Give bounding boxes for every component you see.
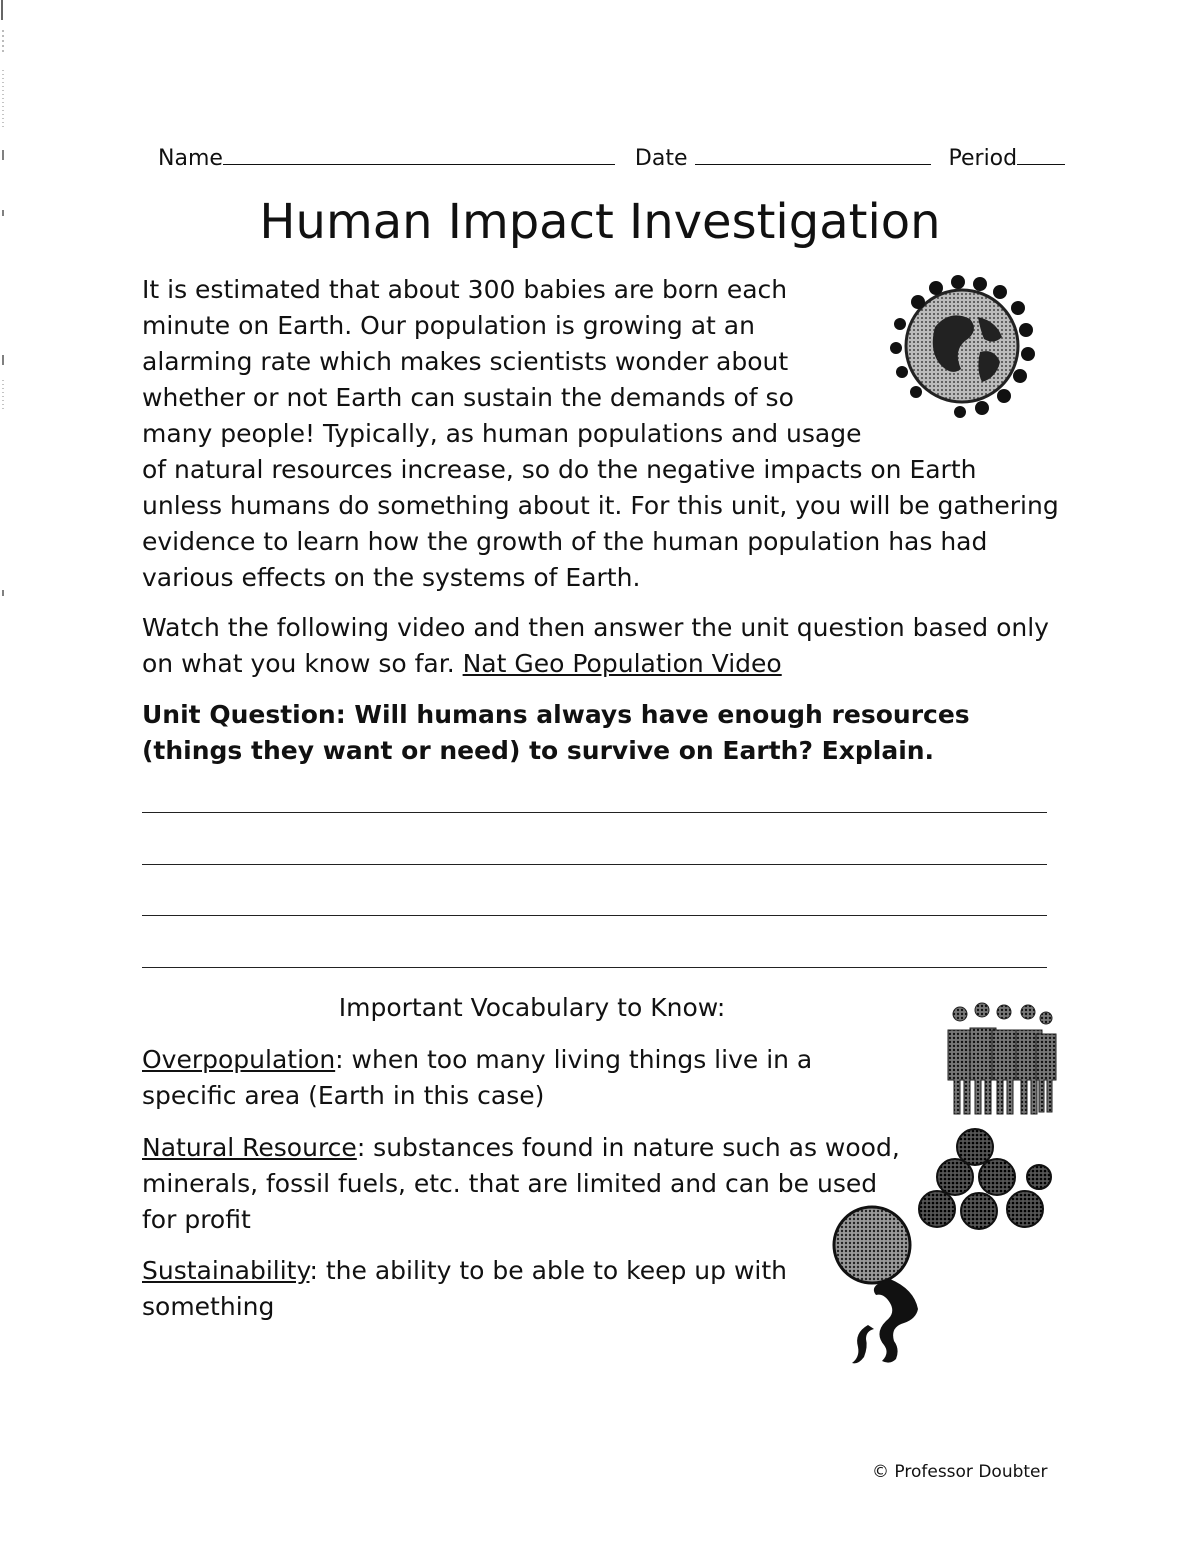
answer-line-4[interactable]	[142, 967, 1047, 968]
term-definition: : the ability to be able to keep up with something	[142, 1256, 787, 1321]
copyright-notice: © Professor Doubter	[872, 1462, 1048, 1482]
term-definition: : when too many living things live in a specific area (Earth in this case)	[142, 1045, 813, 1110]
term-definition: : substances found in nature such as wood, minerals, fossil fuels, etc. that are limited and can be used for profit	[142, 1133, 900, 1234]
date-field[interactable]	[695, 144, 931, 165]
watch-text: Watch the following video and then answer the unit question based only on what you know so far.	[142, 613, 1049, 678]
term-label: Overpopulation	[142, 1045, 336, 1074]
period-field[interactable]	[1017, 144, 1065, 165]
term-label: Sustainability	[142, 1256, 310, 1285]
unit-question: Unit Question: Will humans always have enough resources (things they want or need) to survive on Earth? Explain.	[142, 700, 970, 765]
intro-paragraph-block	[142, 272, 1062, 596]
person-holding-globe-icon	[828, 1205, 928, 1375]
vocab-term-sustainability	[142, 1253, 792, 1325]
scan-edge-marks	[0, 0, 10, 620]
page-title: Human Impact Investigation	[259, 194, 941, 250]
term-label: Natural Resource	[142, 1133, 357, 1162]
answer-line-3[interactable]	[142, 915, 1047, 916]
vocab-term-overpopulation	[142, 1042, 902, 1114]
vocabulary-heading: Important Vocabulary to Know:	[338, 993, 726, 1022]
watch-instruction	[142, 610, 1062, 682]
date-label: Date	[634, 146, 688, 171]
nat-geo-video-link[interactable]: Nat Geo Population Video	[462, 649, 782, 678]
crowd-of-people-icon	[940, 1000, 1060, 1118]
globe-with-people-icon	[880, 272, 1050, 422]
answer-line-2[interactable]	[142, 864, 1047, 865]
intro-paragraph: It is estimated that about 300 babies are born each minute on Earth. Our population is growing at an alarming rate which makes scientists wonder about whether or not Earth can sustain the demands of so many people! Typically, as human populations and usage of natural resources increase, so do the negative impacts on Earth unless humans do something about it. For this unit, you will be gathering evidence to learn how the growth of the human population has had various effects on the systems of Earth.	[142, 275, 1059, 592]
stacked-resources-icon	[915, 1125, 1065, 1233]
vocab-term-natural-resource	[142, 1130, 902, 1238]
answer-line-1[interactable]	[142, 812, 1047, 813]
period-label: Period	[948, 146, 1018, 171]
name-label: Name	[158, 146, 223, 171]
student-info-header	[158, 144, 1043, 173]
name-field[interactable]	[223, 144, 615, 165]
